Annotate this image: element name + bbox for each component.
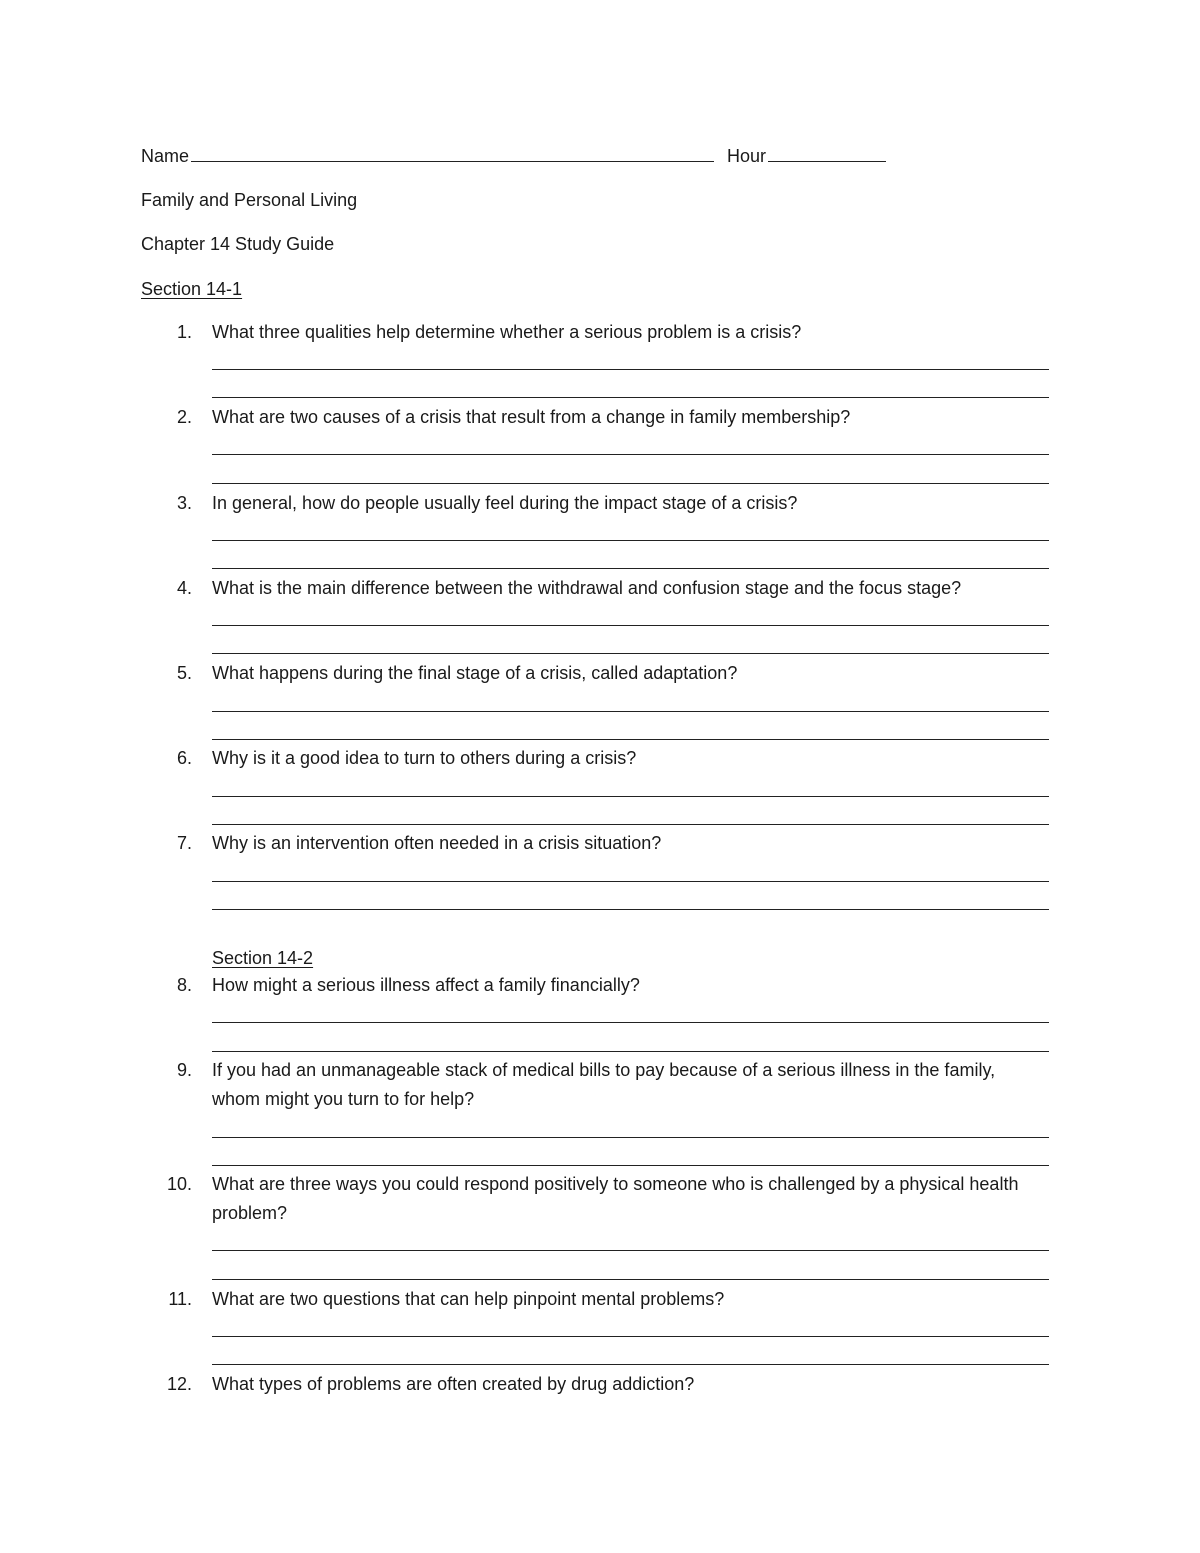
- question-number: 1.: [176, 322, 192, 342]
- question-text: How might a serious illness affect a family financially?: [212, 975, 640, 995]
- question-number: 12.: [166, 1374, 192, 1394]
- question-number: 2.: [176, 407, 192, 427]
- answer-line[interactable]: [212, 796, 1049, 797]
- question-text: Why is an intervention often needed in a crisis situation?: [212, 833, 662, 853]
- section-heading-14-1: Section 14-1: [141, 279, 243, 299]
- answer-line[interactable]: [212, 1250, 1049, 1251]
- hour-blank[interactable]: [768, 143, 886, 162]
- question-number: 11.: [168, 1289, 192, 1309]
- answer-line[interactable]: [212, 711, 1049, 712]
- question-number: 10.: [166, 1174, 192, 1194]
- question-number: 8.: [176, 975, 192, 995]
- answer-line[interactable]: [212, 909, 1049, 910]
- question-text: What are three ways you could respond positively to someone who is challenged by a physical health problem?: [212, 1174, 1019, 1223]
- question-number: 6.: [176, 748, 192, 768]
- answer-line[interactable]: [212, 454, 1049, 455]
- question-text: In general, how do people usually feel during the impact stage of a crisis?: [212, 493, 798, 513]
- course-title: Family and Personal Living: [141, 190, 358, 210]
- question-number: 9.: [176, 1060, 192, 1080]
- answer-line[interactable]: [212, 1051, 1049, 1052]
- answer-line[interactable]: [212, 881, 1049, 882]
- answer-line[interactable]: [212, 1165, 1049, 1166]
- answer-line[interactable]: [212, 653, 1049, 654]
- question-number: 5.: [176, 663, 192, 683]
- answer-line[interactable]: [212, 1137, 1049, 1138]
- question-text: What are two causes of a crisis that result from a change in family membership?: [212, 407, 851, 427]
- question-number: 7.: [176, 833, 192, 853]
- answer-line[interactable]: [212, 824, 1049, 825]
- answer-line[interactable]: [212, 739, 1049, 740]
- question-text: What three qualities help determine whether a serious problem is a crisis?: [212, 322, 802, 342]
- answer-line[interactable]: [212, 1022, 1049, 1023]
- answer-line[interactable]: [212, 568, 1049, 569]
- name-blank[interactable]: [191, 143, 714, 162]
- answer-line[interactable]: [212, 1279, 1049, 1280]
- question-number: 3.: [176, 493, 192, 513]
- question-text: If you had an unmanageable stack of medical bills to pay because of a serious illness in the family, whom might you turn to for help?: [212, 1060, 996, 1109]
- answer-line[interactable]: [212, 540, 1049, 541]
- question-text: Why is it a good idea to turn to others during a crisis?: [212, 748, 637, 768]
- name-label: Name: [141, 146, 190, 166]
- name-hour-row: [141, 143, 894, 168]
- question-text: What are two questions that can help pinpoint mental problems?: [212, 1289, 725, 1309]
- hour-label: Hour: [727, 146, 767, 166]
- answer-line[interactable]: [212, 1364, 1049, 1365]
- question-text: What is the main difference between the withdrawal and confusion stage and the focus stage?: [212, 578, 962, 598]
- answer-line[interactable]: [212, 397, 1049, 398]
- question-text: What happens during the final stage of a crisis, called adaptation?: [212, 663, 738, 683]
- answer-line[interactable]: [212, 483, 1049, 484]
- answer-line[interactable]: [212, 369, 1049, 370]
- answer-line[interactable]: [212, 1336, 1049, 1337]
- answer-line[interactable]: [212, 625, 1049, 626]
- chapter-title: Chapter 14 Study Guide: [141, 234, 335, 254]
- question-number: 4.: [176, 578, 192, 598]
- section-heading-14-2: Section 14-2: [212, 948, 314, 968]
- question-text: What types of problems are often created by drug addiction?: [212, 1374, 695, 1394]
